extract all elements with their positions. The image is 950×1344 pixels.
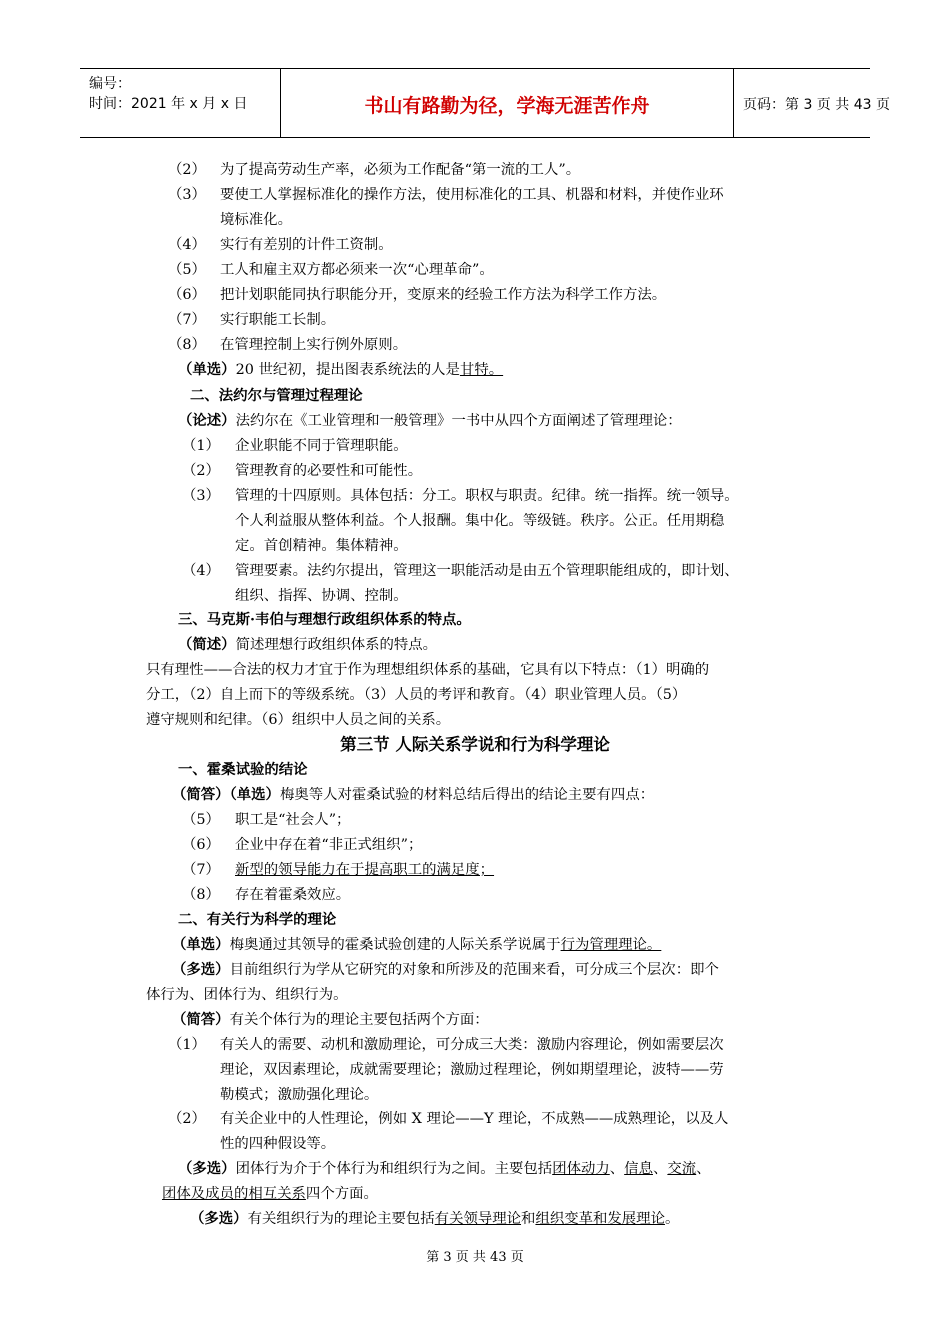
question-tag: （简述） (178, 636, 236, 653)
question-answer: 甘特。 (459, 362, 504, 378)
list-item: 管理的十四原则。具体包括：分工。职权与职责。纪律。统一指挥。统一领导。 (235, 488, 739, 504)
list-number: （3） (182, 488, 220, 504)
question-answer: 组织变革和发展理论 (535, 1211, 665, 1227)
list-number: （2） (168, 162, 206, 178)
question-tag: （简答）（单选） (172, 786, 280, 803)
date-label: 时间：2021 年 x 月 x 日 (89, 96, 248, 112)
list-item-continuation: 境标准化。 (220, 212, 292, 228)
list-item: 管理教育的必要性和可能性。 (235, 463, 423, 479)
list-item-continuation: 勒模式；激励强化理论。 (220, 1087, 379, 1103)
list-number: （1） (168, 1037, 206, 1053)
page-header (80, 68, 890, 138)
list-item-continuation: 定。首创精神。集体精神。 (235, 538, 408, 554)
list-number: （6） (182, 837, 220, 853)
question-tag: （论述） (178, 412, 236, 429)
list-item: 工人和雇主双方都必须来一次“心理革命”。 (220, 262, 494, 278)
question-answer: 团体及成员的相互关系 (162, 1186, 306, 1202)
question-text: 法约尔在《工业管理和一般管理》一书中从四个方面阐述了管理理论： (235, 413, 682, 429)
list-item: 存在着霍桑效应。 (235, 887, 351, 903)
list-number: （3） (168, 187, 206, 203)
fayol-question (178, 409, 682, 433)
list-item: 要使工人掌握标准化的操作方法，使用标准化的工具、机器和材料，并使作业环 (220, 187, 724, 203)
paragraph-line: 分工，（2）自上而下的等级系统。（3）人员的考评和教育。（4）职业管理人员。（5） (146, 687, 687, 703)
motto: 书山有路勤为径，学海无涯苦作舟 (364, 95, 650, 117)
separator: 、 (609, 1161, 625, 1177)
list-item-continuation: 个人利益服从整体利益。个人报酬。集中化。等级链。秩序。公正。任用期稳 (235, 513, 725, 529)
list-number: （2） (182, 463, 220, 479)
question-text: 20 世纪初，提出图表系统法的人是 (235, 362, 460, 378)
gantt-question (178, 358, 503, 382)
list-number: （4） (168, 237, 206, 253)
question-text: 目前组织行为学从它研究的对象和所涉及的范围来看，可分成三个层次：即个 (229, 962, 719, 978)
question-tag: （单选） (178, 361, 236, 378)
list-number: （8） (168, 337, 206, 353)
list-item: 职工是“社会人”； (235, 812, 351, 828)
question-tag: （简答） (172, 1011, 230, 1028)
list-item: 新型的领导能力在于提高职工的满足度； (235, 862, 495, 878)
list-item: 管理要素。法约尔提出，管理这一职能活动是由五个管理职能组成的，即计划、 (235, 563, 739, 579)
list-number: （6） (168, 287, 206, 303)
question-text: 四个方面。 (305, 1186, 378, 1202)
list-item: 实行有差别的计件工资制。 (220, 237, 393, 253)
header-left-cell (80, 69, 280, 137)
question-answer: 团体动力 (552, 1161, 610, 1177)
list-number: （5） (168, 262, 206, 278)
list-item-continuation: 组织、指挥、协调、控制。 (235, 588, 408, 604)
weber-question (178, 633, 437, 657)
list-number: （8） (182, 887, 220, 903)
question-group-behavior-cont (162, 1182, 378, 1206)
code-label: 编号： (89, 76, 131, 92)
question-text: 团体行为介于个体行为和组织行为之间。主要包括 (235, 1161, 553, 1177)
question-tag: （多选） (190, 1210, 248, 1227)
question-text: 有关组织行为的理论主要包括 (247, 1211, 435, 1227)
question-text: 有关个体行为的理论主要包括两个方面： (229, 1012, 489, 1028)
section-heading-hawthorne: 一、霍桑试验的结论 (178, 761, 308, 778)
list-item: 为了提高劳动生产率，必须为工作配备“第一流的工人”。 (220, 162, 581, 178)
separator: 、 (652, 1161, 668, 1177)
list-item: 有关企业中的人性理论，例如 X 理论——Y 理论，不成熟——成熟理论，以及人 (220, 1111, 729, 1127)
question-org-theory (190, 1207, 679, 1231)
list-number: （1） (182, 438, 220, 454)
question-group-behavior (178, 1157, 711, 1181)
question-individual (172, 1008, 489, 1032)
paragraph-line: 只有理性——合法的权力才宜于作为理想组织体系的基础，它具有以下特点：（1）明确的 (146, 662, 710, 678)
question-answer: 交流 (667, 1161, 697, 1177)
paragraph-line: 遵守规则和纪律。（6）组织中人员之间的关系。 (146, 712, 451, 728)
header-center-cell (280, 69, 734, 137)
hawthorne-question (172, 783, 654, 807)
question-org-behavior (172, 958, 719, 982)
list-number: （4） (182, 563, 220, 579)
list-number: （7） (168, 312, 206, 328)
page-number-label: 页码：第 3 页 共 43 页 (743, 97, 890, 113)
question-answer: 信息 (624, 1161, 653, 1177)
question-answer: 行为管理理论。 (560, 937, 662, 953)
question-text: 。 (664, 1211, 680, 1227)
list-item-continuation: 理论，双因素理论，成就需要理论；激励过程理论，例如期望理论，波特——劳 (220, 1062, 724, 1078)
list-item: 在管理控制上实行例外原则。 (220, 337, 408, 353)
separator: 、 (696, 1161, 711, 1177)
question-text: 和 (521, 1211, 536, 1227)
list-item: 企业职能不同于管理职能。 (235, 438, 408, 454)
list-item: 把计划职能同执行职能分开，变原来的经验工作方法为科学工作方法。 (220, 287, 667, 303)
section-heading-fayol: 二、法约尔与管理过程理论 (190, 387, 363, 404)
section-heading-weber: 三、马克斯·韦伯与理想行政组织体系的特点。 (178, 611, 471, 628)
list-item: 有关人的需要、动机和激励理论，可分成三大类：激励内容理论，例如需要层次 (220, 1037, 724, 1053)
list-item-continuation: 性的四种假设等。 (220, 1136, 336, 1152)
page-footer: 第 3 页 共 43 页 (426, 1250, 524, 1265)
list-number: （5） (182, 812, 220, 828)
question-text: 简述理想行政组织体系的特点。 (235, 637, 438, 653)
section-title: 第三节 人际关系学说和行为科学理论 (340, 735, 610, 754)
question-text: 梅奥通过其领导的霍桑试验创建的人际关系学说属于 (229, 937, 561, 953)
question-tag: （单选） (172, 936, 230, 953)
question-tag: （多选） (178, 1160, 236, 1177)
list-number: （2） (168, 1111, 206, 1127)
paragraph-line: 体行为、团体行为、组织行为。 (146, 987, 348, 1003)
question-mayo (172, 933, 661, 957)
list-item: 实行职能工长制。 (220, 312, 336, 328)
list-item: 企业中存在着“非正式组织”； (235, 837, 423, 853)
question-answer: 有关领导理论 (434, 1211, 522, 1227)
question-tag: （多选） (172, 961, 230, 978)
section-heading-behavior: 二、有关行为科学的理论 (178, 911, 337, 928)
list-number: （7） (182, 862, 220, 878)
header-right-cell (733, 69, 890, 137)
question-text: 梅奥等人对霍桑试验的材料总结后得出的结论主要有四点： (279, 787, 655, 803)
